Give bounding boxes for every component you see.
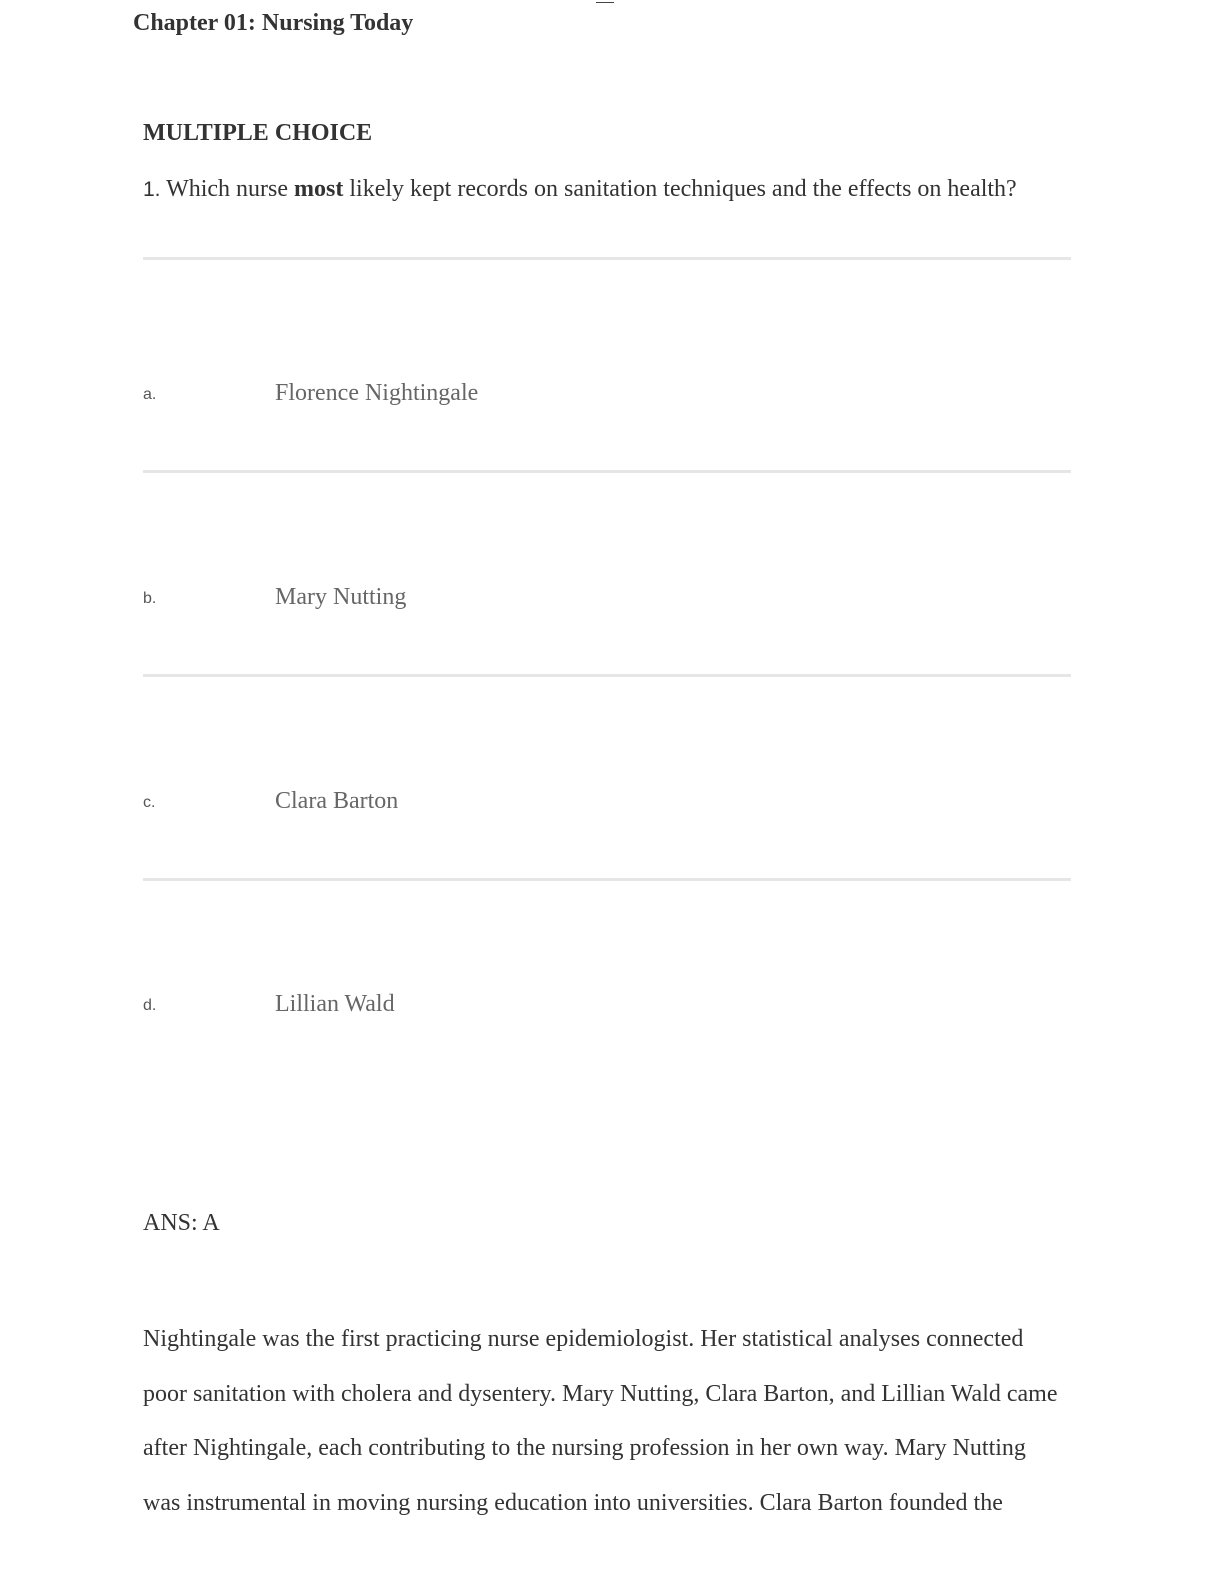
- rationale-line: Nightingale was the first practicing nurse epidemiologist. Her statistical analyses connected: [143, 1326, 1024, 1352]
- answer-key: ANS: A: [143, 1210, 220, 1236]
- question-text-before: Which nurse: [160, 176, 295, 202]
- question-1: [143, 176, 1017, 203]
- question-emphasis: most: [294, 176, 344, 202]
- option-letter: a.: [143, 386, 157, 403]
- divider-rule: [143, 674, 1071, 677]
- divider-rule: [143, 470, 1071, 473]
- divider-rule: [143, 257, 1071, 260]
- chapter-title: Chapter 01: Nursing Today: [133, 10, 414, 36]
- option-text: Clara Barton: [275, 788, 399, 814]
- option-letter: b.: [143, 590, 157, 607]
- rationale-line: after Nightingale, each contributing to the nursing profession in her own way. Mary Nutting: [143, 1435, 1026, 1461]
- option-text: Florence Nightingale: [275, 380, 479, 406]
- option-text: Lillian Wald: [275, 991, 395, 1017]
- rationale-paragraph: [143, 1312, 1073, 1530]
- rationale-line: was instrumental in moving nursing education into universities. Clara Barton founded the: [143, 1489, 1003, 1516]
- option-letter: c.: [143, 794, 156, 811]
- option-text: Mary Nutting: [275, 584, 407, 610]
- divider-rule: [143, 878, 1071, 881]
- question-number: 1.: [143, 178, 161, 201]
- question-text-after: likely kept records on sanitation techniques and the effects on health?: [343, 176, 1017, 202]
- rationale-line: poor sanitation with cholera and dysentery. Mary Nutting, Clara Barton, and Lillian Wald came: [143, 1380, 1058, 1407]
- page-top-mark: [596, 0, 614, 3]
- section-heading: MULTIPLE CHOICE: [143, 120, 373, 146]
- option-letter: d.: [143, 997, 157, 1014]
